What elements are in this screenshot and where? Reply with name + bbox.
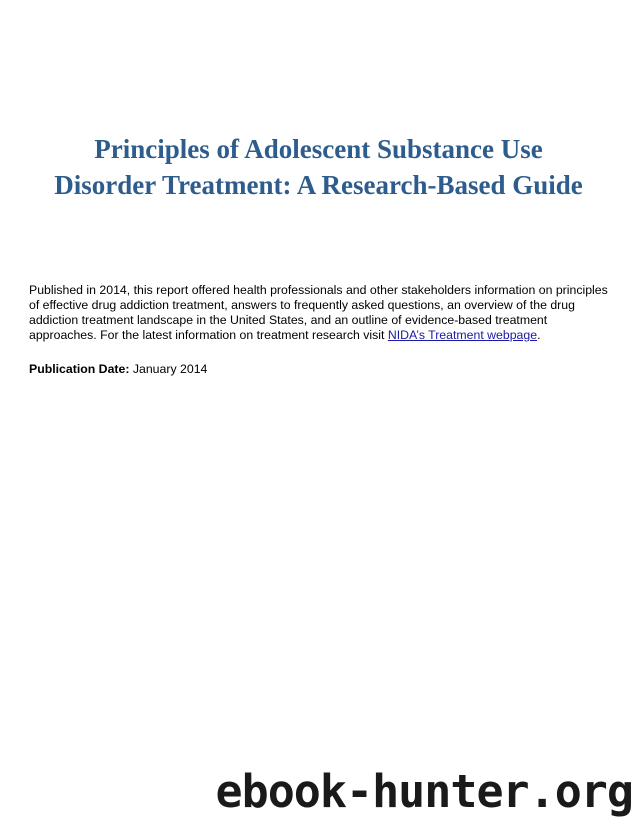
description-paragraph [29, 283, 613, 343]
description-end: . [537, 328, 541, 342]
watermark [0, 764, 637, 820]
page-title [0, 131, 637, 203]
publication-date-value: January 2014 [129, 362, 208, 376]
publication-date-label: Publication Date: [29, 362, 130, 376]
title-line-1: Principles of Adolescent Substance Use [94, 134, 543, 164]
description-text: Published in 2014, this report offered health professionals and other stakeholders information on principles of effective drug addiction treatment, answers to frequently asked questions, an overview of the drug addiction treatment landscape in the United States, and an outline of evidence-based treatment approaches. For the latest information on treatment research visit [29, 283, 608, 342]
nida-treatment-link[interactable]: NIDA’s Treatment webpage [387, 328, 538, 342]
title-line-2: Disorder Treatment: A Research-Based Guide [54, 170, 583, 200]
watermark-text: ebook-hunter.org [215, 765, 633, 818]
publication-date [29, 362, 613, 377]
